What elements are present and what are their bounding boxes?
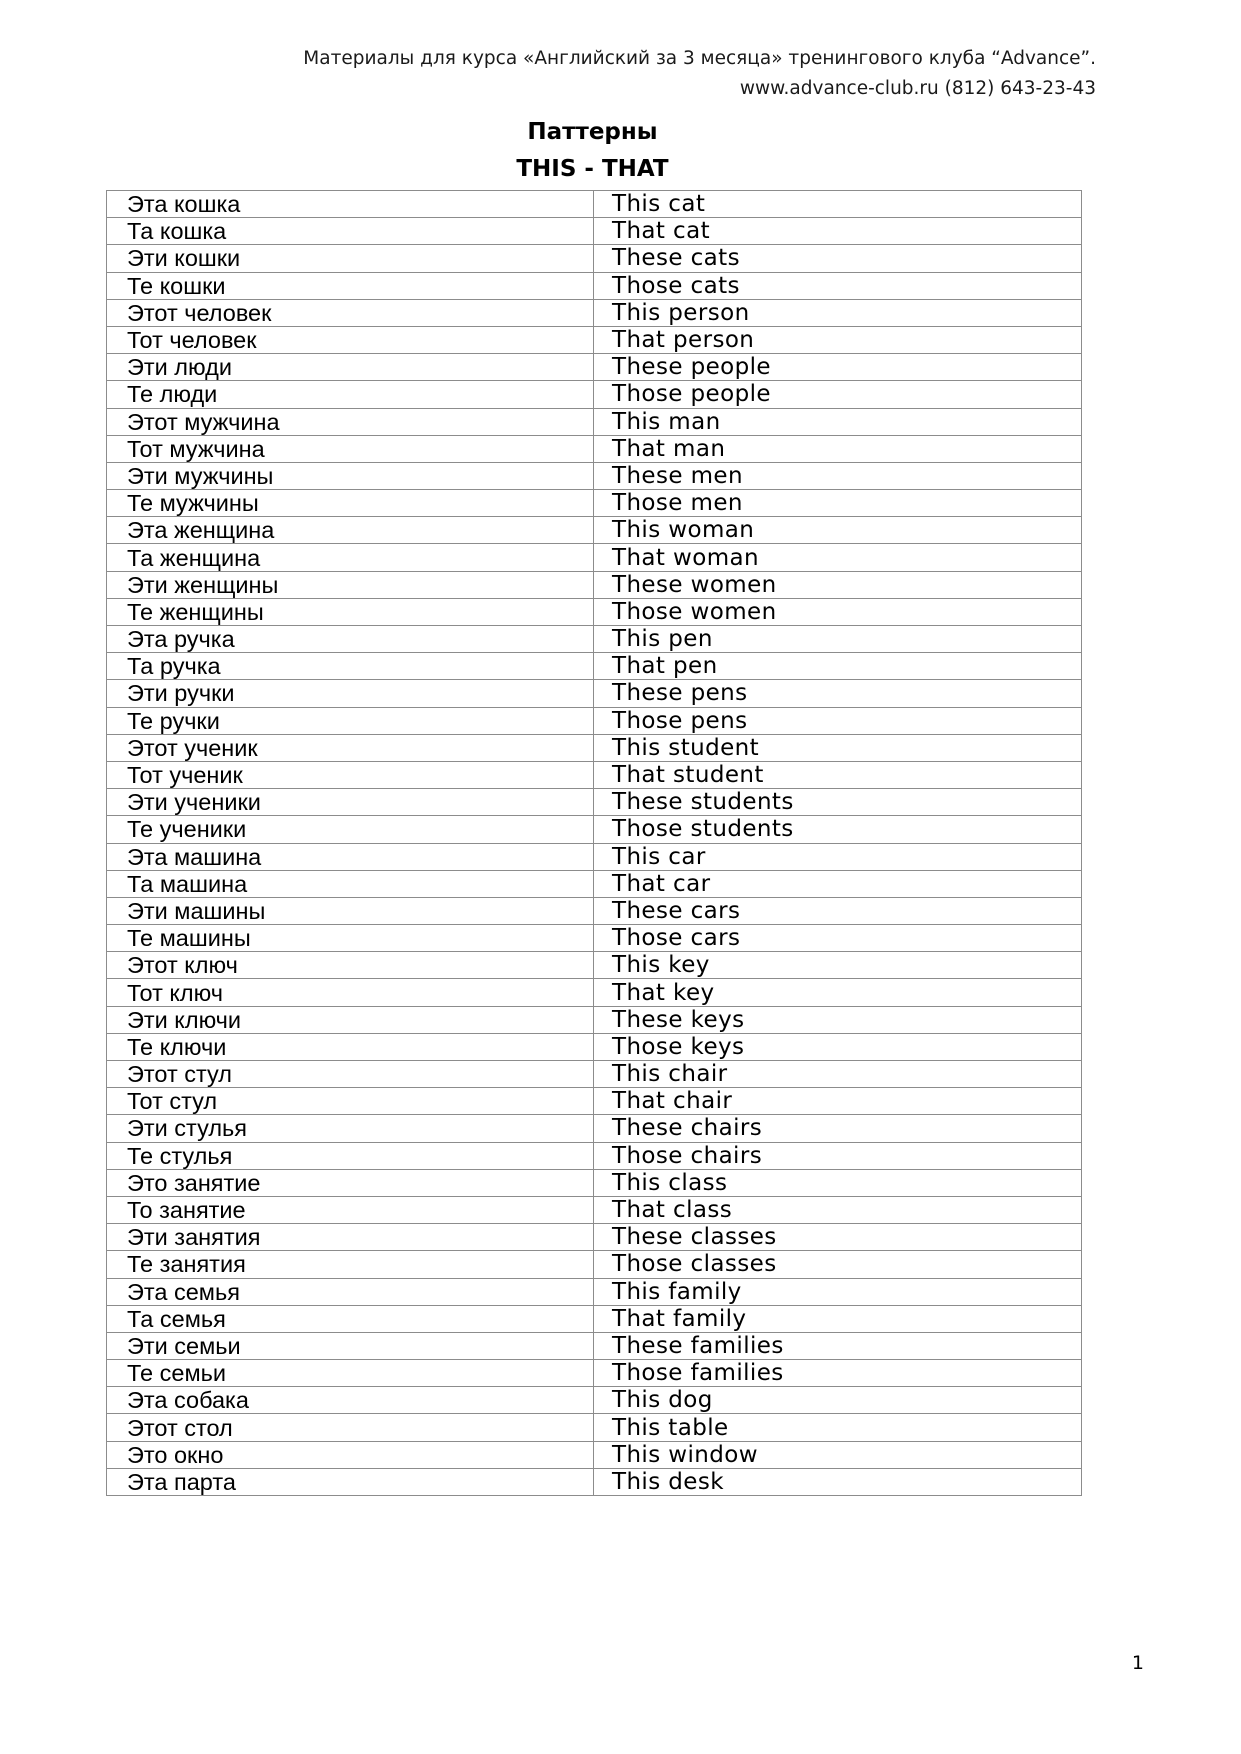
russian-phrase-cell: Эти ключи — [107, 1006, 594, 1033]
table-row — [107, 598, 1082, 625]
russian-phrase-cell: Эта семья — [107, 1278, 594, 1305]
english-phrase-cell: That class — [594, 1196, 1082, 1223]
english-phrase-cell: These cars — [594, 897, 1082, 924]
russian-phrase-cell: Эта машина — [107, 843, 594, 870]
table-row — [107, 245, 1082, 272]
english-phrase-cell: Those students — [594, 816, 1082, 843]
english-phrase-cell: These people — [594, 354, 1082, 381]
russian-phrase-cell: Тот ключ — [107, 979, 594, 1006]
table-row — [107, 326, 1082, 353]
header-contact-line: www.advance-club.ru (812) 643-23-43 — [739, 78, 1096, 99]
russian-phrase-cell: Тот мужчина — [107, 435, 594, 462]
russian-phrase-cell: То занятие — [107, 1196, 594, 1223]
table-row — [107, 1033, 1082, 1060]
english-phrase-cell: That key — [594, 979, 1082, 1006]
table-row — [107, 680, 1082, 707]
english-phrase-cell: This woman — [594, 517, 1082, 544]
english-phrase-cell: Those men — [594, 490, 1082, 517]
english-phrase-cell: This person — [594, 299, 1082, 326]
table-row — [107, 490, 1082, 517]
english-phrase-cell: Those pens — [594, 707, 1082, 734]
russian-phrase-cell: Эти ручки — [107, 680, 594, 707]
russian-phrase-cell: Тот стул — [107, 1088, 594, 1115]
english-phrase-cell: That cat — [594, 218, 1082, 245]
header-course-line: Материалы для курса «Английский за 3 месяца» тренингового клуба “Advance”. — [303, 48, 1096, 69]
table-row — [107, 1169, 1082, 1196]
russian-phrase-cell: Те ученики — [107, 816, 594, 843]
table-row — [107, 1278, 1082, 1305]
vocabulary-table — [106, 190, 1082, 1496]
table-row — [107, 1360, 1082, 1387]
russian-phrase-cell: Та семья — [107, 1305, 594, 1332]
english-phrase-cell: Those people — [594, 381, 1082, 408]
table-row — [107, 1061, 1082, 1088]
table-row — [107, 1305, 1082, 1332]
english-phrase-cell: That pen — [594, 653, 1082, 680]
english-phrase-cell: This student — [594, 734, 1082, 761]
english-phrase-cell: This dog — [594, 1387, 1082, 1414]
english-phrase-cell: This man — [594, 408, 1082, 435]
english-phrase-cell: Those classes — [594, 1251, 1082, 1278]
russian-phrase-cell: Это окно — [107, 1441, 594, 1468]
english-phrase-cell: These pens — [594, 680, 1082, 707]
russian-phrase-cell: Та ручка — [107, 653, 594, 680]
english-phrase-cell: This table — [594, 1414, 1082, 1441]
english-phrase-cell: These chairs — [594, 1115, 1082, 1142]
english-phrase-cell: These women — [594, 571, 1082, 598]
english-phrase-cell: Those cats — [594, 272, 1082, 299]
table-row — [107, 354, 1082, 381]
russian-phrase-cell: Те люди — [107, 381, 594, 408]
table-row — [107, 734, 1082, 761]
table-row — [107, 843, 1082, 870]
english-phrase-cell: These men — [594, 462, 1082, 489]
table-row — [107, 789, 1082, 816]
russian-phrase-cell: Эти кошки — [107, 245, 594, 272]
table-row — [107, 653, 1082, 680]
russian-phrase-cell: Эти мужчины — [107, 462, 594, 489]
russian-phrase-cell: Те стулья — [107, 1142, 594, 1169]
table-row — [107, 1142, 1082, 1169]
table-row — [107, 408, 1082, 435]
russian-phrase-cell: Этот стол — [107, 1414, 594, 1441]
page-subtitle: THIS - THAT — [516, 156, 669, 182]
russian-phrase-cell: Эта женщина — [107, 517, 594, 544]
table-row — [107, 1115, 1082, 1142]
table-row — [107, 544, 1082, 571]
russian-phrase-cell: Этот ключ — [107, 952, 594, 979]
english-phrase-cell: This car — [594, 843, 1082, 870]
table-row — [107, 925, 1082, 952]
table-row — [107, 1441, 1082, 1468]
english-phrase-cell: These keys — [594, 1006, 1082, 1033]
russian-phrase-cell: Тот человек — [107, 326, 594, 353]
russian-phrase-cell: Эти люди — [107, 354, 594, 381]
table-row — [107, 191, 1082, 218]
russian-phrase-cell: Те женщины — [107, 598, 594, 625]
russian-phrase-cell: Эти стулья — [107, 1115, 594, 1142]
english-phrase-cell: This key — [594, 952, 1082, 979]
table-row — [107, 272, 1082, 299]
russian-phrase-cell: Этот ученик — [107, 734, 594, 761]
table-row — [107, 381, 1082, 408]
table-row — [107, 435, 1082, 462]
english-phrase-cell: That car — [594, 870, 1082, 897]
english-phrase-cell: Those families — [594, 1360, 1082, 1387]
english-phrase-cell: These classes — [594, 1224, 1082, 1251]
page-title-block — [0, 114, 1185, 188]
english-phrase-cell: That person — [594, 326, 1082, 353]
table-row — [107, 870, 1082, 897]
russian-phrase-cell: Та кошка — [107, 218, 594, 245]
table-row — [107, 1224, 1082, 1251]
table-row — [107, 571, 1082, 598]
table-row — [107, 1414, 1082, 1441]
russian-phrase-cell: Эта ручка — [107, 626, 594, 653]
russian-phrase-cell: Те семьи — [107, 1360, 594, 1387]
english-phrase-cell: This pen — [594, 626, 1082, 653]
russian-phrase-cell: Это занятие — [107, 1169, 594, 1196]
russian-phrase-cell: Эти занятия — [107, 1224, 594, 1251]
russian-phrase-cell: Та женщина — [107, 544, 594, 571]
english-phrase-cell: These students — [594, 789, 1082, 816]
english-phrase-cell: Those keys — [594, 1033, 1082, 1060]
english-phrase-cell: Those chairs — [594, 1142, 1082, 1169]
page-title: Паттерны — [527, 119, 658, 145]
table-row — [107, 1332, 1082, 1359]
table-row — [107, 1088, 1082, 1115]
table-row — [107, 979, 1082, 1006]
russian-phrase-cell: Этот человек — [107, 299, 594, 326]
english-phrase-cell: That student — [594, 761, 1082, 788]
russian-phrase-cell: Эти семьи — [107, 1332, 594, 1359]
table-row — [107, 816, 1082, 843]
table-row — [107, 299, 1082, 326]
english-phrase-cell: This class — [594, 1169, 1082, 1196]
english-phrase-cell: This window — [594, 1441, 1082, 1468]
table-row — [107, 626, 1082, 653]
table-row — [107, 1196, 1082, 1223]
table-row — [107, 1251, 1082, 1278]
russian-phrase-cell: Этот стул — [107, 1061, 594, 1088]
table-row — [107, 1468, 1082, 1495]
table-row — [107, 517, 1082, 544]
english-phrase-cell: This chair — [594, 1061, 1082, 1088]
english-phrase-cell: That woman — [594, 544, 1082, 571]
table-row — [107, 761, 1082, 788]
english-phrase-cell: This family — [594, 1278, 1082, 1305]
table-row — [107, 897, 1082, 924]
russian-phrase-cell: Эта собака — [107, 1387, 594, 1414]
english-phrase-cell: These families — [594, 1332, 1082, 1359]
table-row — [107, 218, 1082, 245]
russian-phrase-cell: Эти женщины — [107, 571, 594, 598]
russian-phrase-cell: Та машина — [107, 870, 594, 897]
russian-phrase-cell: Те кошки — [107, 272, 594, 299]
russian-phrase-cell: Те мужчины — [107, 490, 594, 517]
table-row — [107, 462, 1082, 489]
english-phrase-cell: These cats — [594, 245, 1082, 272]
table-row — [107, 707, 1082, 734]
english-phrase-cell: That chair — [594, 1088, 1082, 1115]
english-phrase-cell: Those cars — [594, 925, 1082, 952]
table-row — [107, 1006, 1082, 1033]
page-header — [303, 44, 1096, 104]
russian-phrase-cell: Те машины — [107, 925, 594, 952]
russian-phrase-cell: Эти ученики — [107, 789, 594, 816]
english-phrase-cell: Those women — [594, 598, 1082, 625]
russian-phrase-cell: Эта парта — [107, 1468, 594, 1495]
russian-phrase-cell: Те занятия — [107, 1251, 594, 1278]
russian-phrase-cell: Те ручки — [107, 707, 594, 734]
page-number: 1 — [1131, 1652, 1144, 1674]
english-phrase-cell: That man — [594, 435, 1082, 462]
table-row — [107, 1387, 1082, 1414]
vocabulary-table-body — [107, 191, 1082, 1496]
russian-phrase-cell: Тот ученик — [107, 761, 594, 788]
russian-phrase-cell: Эти машины — [107, 897, 594, 924]
table-row — [107, 952, 1082, 979]
english-phrase-cell: This desk — [594, 1468, 1082, 1495]
english-phrase-cell: That family — [594, 1305, 1082, 1332]
english-phrase-cell: This cat — [594, 191, 1082, 218]
russian-phrase-cell: Те ключи — [107, 1033, 594, 1060]
russian-phrase-cell: Этот мужчина — [107, 408, 594, 435]
russian-phrase-cell: Эта кошка — [107, 191, 594, 218]
